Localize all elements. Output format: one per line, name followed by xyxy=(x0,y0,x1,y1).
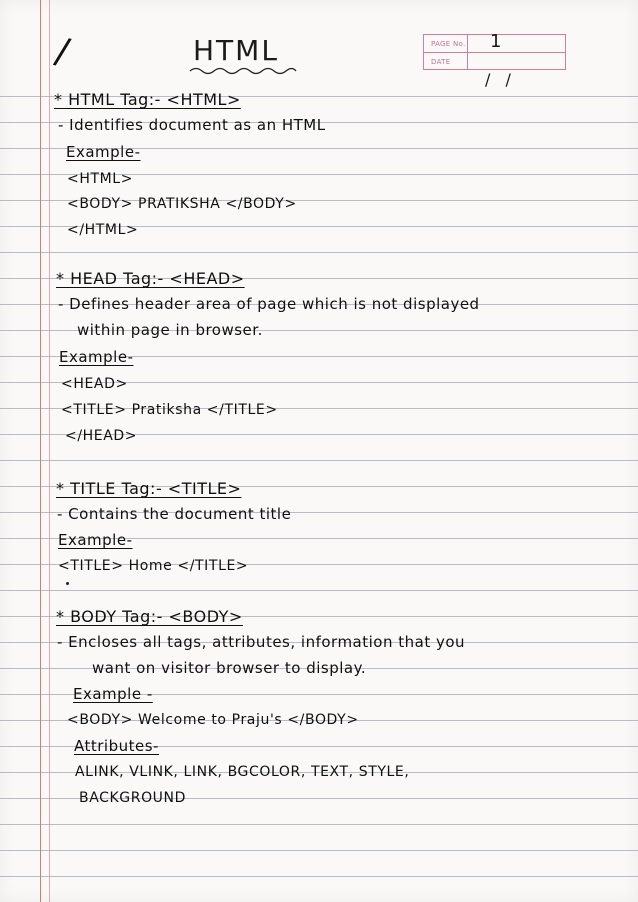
html-example-line-1: <HTML> xyxy=(67,171,134,187)
body-attributes-label: Attributes- xyxy=(74,737,159,755)
head-example-line-2: <TITLE> Pratiksha </TITLE> xyxy=(61,402,278,418)
html-tag-heading: * HTML Tag:- <HTML> xyxy=(54,90,241,109)
ruled-line xyxy=(0,252,638,253)
page-number-label: PAGE No. xyxy=(431,40,466,48)
head-tag-description-line-1: - Defines header area of page which is not displayed xyxy=(58,295,480,313)
head-tag-description-line-2: within page in browser. xyxy=(77,321,263,339)
head-example-line-1: <HEAD> xyxy=(61,376,128,392)
head-example-line-3: </HEAD> xyxy=(65,428,138,444)
left-margin-line-secondary xyxy=(49,0,50,902)
ruled-line xyxy=(0,876,638,877)
html-example-line-2: <BODY> PRATIKSHA </BODY> xyxy=(67,196,297,212)
page-number-row xyxy=(424,31,565,53)
head-example-label: Example- xyxy=(59,348,134,366)
html-example-label: Example- xyxy=(66,143,141,161)
body-tag-description-line-1: - Encloses all tags, attributes, information that you xyxy=(57,633,466,651)
dot-mark xyxy=(66,582,69,585)
date-row xyxy=(424,53,565,89)
html-example-line-3: </HTML> xyxy=(67,222,139,238)
body-attributes-line-2: BACKGROUND xyxy=(79,790,186,806)
ruled-line xyxy=(0,460,638,461)
title-tag-description: - Contains the document title xyxy=(57,505,292,523)
body-example-line-1: <BODY> Welcome to Praju's </BODY> xyxy=(67,712,359,728)
title-tag-heading: * TITLE Tag:- <TITLE> xyxy=(56,479,242,498)
page-date-box xyxy=(423,31,566,89)
ruled-line xyxy=(0,850,638,851)
date-value: / / xyxy=(485,70,516,89)
page-corner-mark: / xyxy=(51,30,74,74)
body-example-label: Example - xyxy=(73,685,153,703)
date-label: DATE xyxy=(431,58,451,66)
title-example-line-1: <TITLE> Home </TITLE> xyxy=(58,558,249,574)
left-margin-line xyxy=(40,0,41,902)
head-tag-heading: * HEAD Tag:- <HEAD> xyxy=(56,269,245,288)
title-example-label: Example- xyxy=(58,531,133,549)
body-tag-heading: * BODY Tag:- <BODY> xyxy=(56,607,243,626)
ruled-line xyxy=(0,590,638,591)
ruled-line xyxy=(0,824,638,825)
html-tag-description: - Identifies document as an HTML xyxy=(58,116,326,134)
page-title: HTML xyxy=(193,34,279,67)
page-number-value: 1 xyxy=(490,31,502,52)
title-squiggle xyxy=(188,64,298,76)
body-attributes-line-1: ALINK, VLINK, LINK, BGCOLOR, TEXT, STYLE, xyxy=(75,764,410,780)
body-tag-description-line-2: want on visitor browser to display. xyxy=(92,659,367,677)
